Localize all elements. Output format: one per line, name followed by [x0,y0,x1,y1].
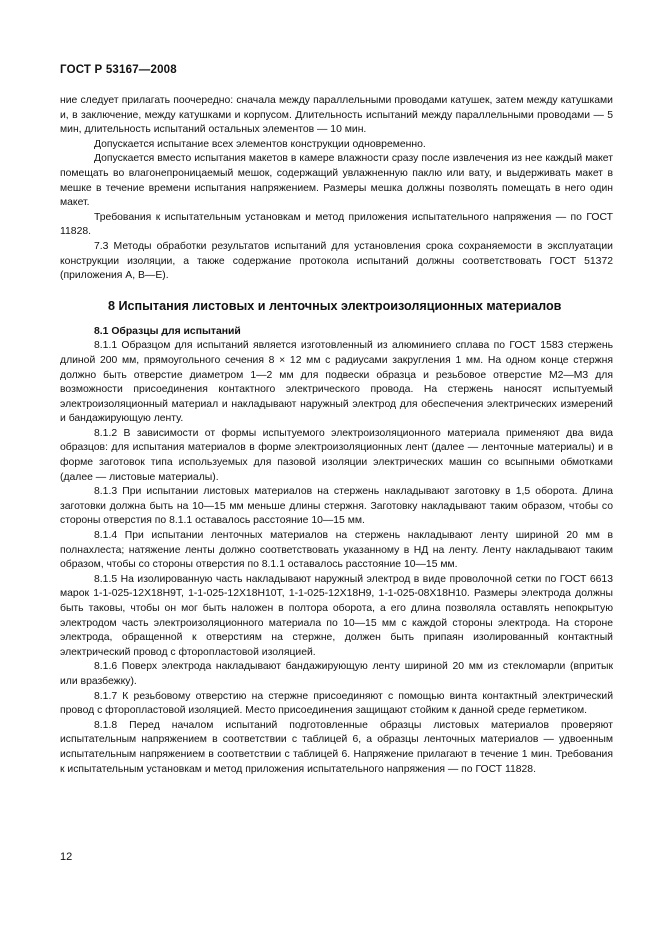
paragraph: 8.1.4 При испытании ленточных материалов на стержень накладывают ленту шириной 20 мм в полнахлеста; натяжение ленты должно соответствовать указанному в НД на ленту. Ленту накладывают таким образом, чтобы со стороны отверстия по 8.1.1 оставалось расстояние 10—15 мм. [60,530,613,571]
paragraph: 7.3 Методы обработки результатов испытаний для установления срока сохраняемости в эксплуатации конструкции изоляции, а также содержание протокола испытаний должны соответствовать ГОСТ 51372 (приложения А, В—Е). [60,240,613,282]
paragraph: 8.1.1 Образцом для испытаний является изготовленный из алюминиего сплава по ГОСТ 1583 стержень длиной 200 мм, прямоугольного сечения 8 × 12 мм с радиусами закругления 1 мм. На одном конце стержня должно быть отверстие диаметром 1—2 мм для подвески образца и резьбовое отверстие М2—М3 для возможности присоединения контактного электрического провода. На стержень наносят испытуемый электроизоляционный материал и накладывают наружный электрод для обеспечения электрических измерений и бандажирующую ленту. [60,340,613,425]
paragraph: 8.1.2 В зависимости от формы испытуемого электроизоляционного материала применяют два вида образцов: для испытания материалов в форме электроизоляционных лент (далее — ленточные материалы) и в форме заготовок типа используемых для пазовой изоляции электрических машин со всыпными обмотками (далее — листовые материалы). [60,427,613,483]
document-body [60,94,613,777]
paragraph: Допускается вместо испытания макетов в камере влажности сразу после извлечения из нее каждый макет помещать во влагонепроницаемый мешок, содержащий увлажненную паклю или вату, и выдерживать макет в мешке в течение времени испытания напряжением. Размеры мешка должны позволять помещать в него один макет. [60,153,613,209]
paragraph: 8.1.6 Поверх электрода накладывают бандажирующую ленту шириной 20 мм из стекломарли (впритык или вразбежку). [60,661,613,687]
paragraph: Допускается испытание всех элементов конструкции одновременно. [94,138,426,150]
paragraph: ние следует прилагать поочередно: сначала между параллельными проводами катушек, затем между катушками и, в заключение, между катушками и корпусом. Длительность испытаний между параллельными проводами — 5 мин, длительность испытаний остальных элементов — 10 мин. [60,95,613,136]
document-header: ГОСТ Р 53167—2008 [60,64,177,76]
section-title: 8 Испытания листовых и ленточных электроизоляционных материалов [108,298,562,313]
paragraph: 8.1.5 На изолированную часть накладывают наружный электрод в виде проволочной сетки по ГОСТ 6613 марок 1-1-025-12Х18Н9Т, 1-1-025-12Х18Н10Т, 1-1-025-12Х18Н9, 1-1-025-08Х18Н10. Размеры электрода должны быть таковы, чтобы он мог быть наложен в полтора оборота, а его длина позволяла оставлять непокрытую электродом часть электроизоляционного материала по 10—15 мм с каждой стороны электрода. На стороне электрода, обращенной к отверстиям на стержне, должен быть припаян изолированный контактный электрический провод с фторопластовой изоляцией. [60,573,613,658]
paragraph: 8.1.7 К резьбовому отверстию на стержне присоединяют с помощью винта контактный электрический провод с фторопластовой изоляцией. Место присоединения защищают стойким к данной среде герметиком. [60,690,613,717]
paragraph: 8.1.8 Перед началом испытаний подготовленные образцы листовых материалов проверяют испытательным напряжением в соответствии с таблицей 6, а образцы ленточных материалов — удвоенным испытательным напряжением в соответствии с таблицей 6. Напряжение прилагают в течение 1 мин. Требования к испытательным установкам и метод приложения испытательного напряжения — по ГОСТ 11828. [60,719,613,775]
paragraph: 8.1.3 При испытании листовых материалов на стержень накладывают заготовку в 1,5 оборота. Длина заготовки должна быть на 10—15 мм меньше длины стержня. Заготовку накладывают таким образом, чтобы со стороны отверстия по 8.1.1 оставалось расстояние 10—15 мм. [60,486,613,527]
page-number: 12 [60,851,73,863]
paragraph: Требования к испытательным установкам и метод приложения испытательного напряжения — по ГОСТ 11828. [60,211,613,238]
subsection-title: 8.1 Образцы для испытаний [94,325,241,337]
